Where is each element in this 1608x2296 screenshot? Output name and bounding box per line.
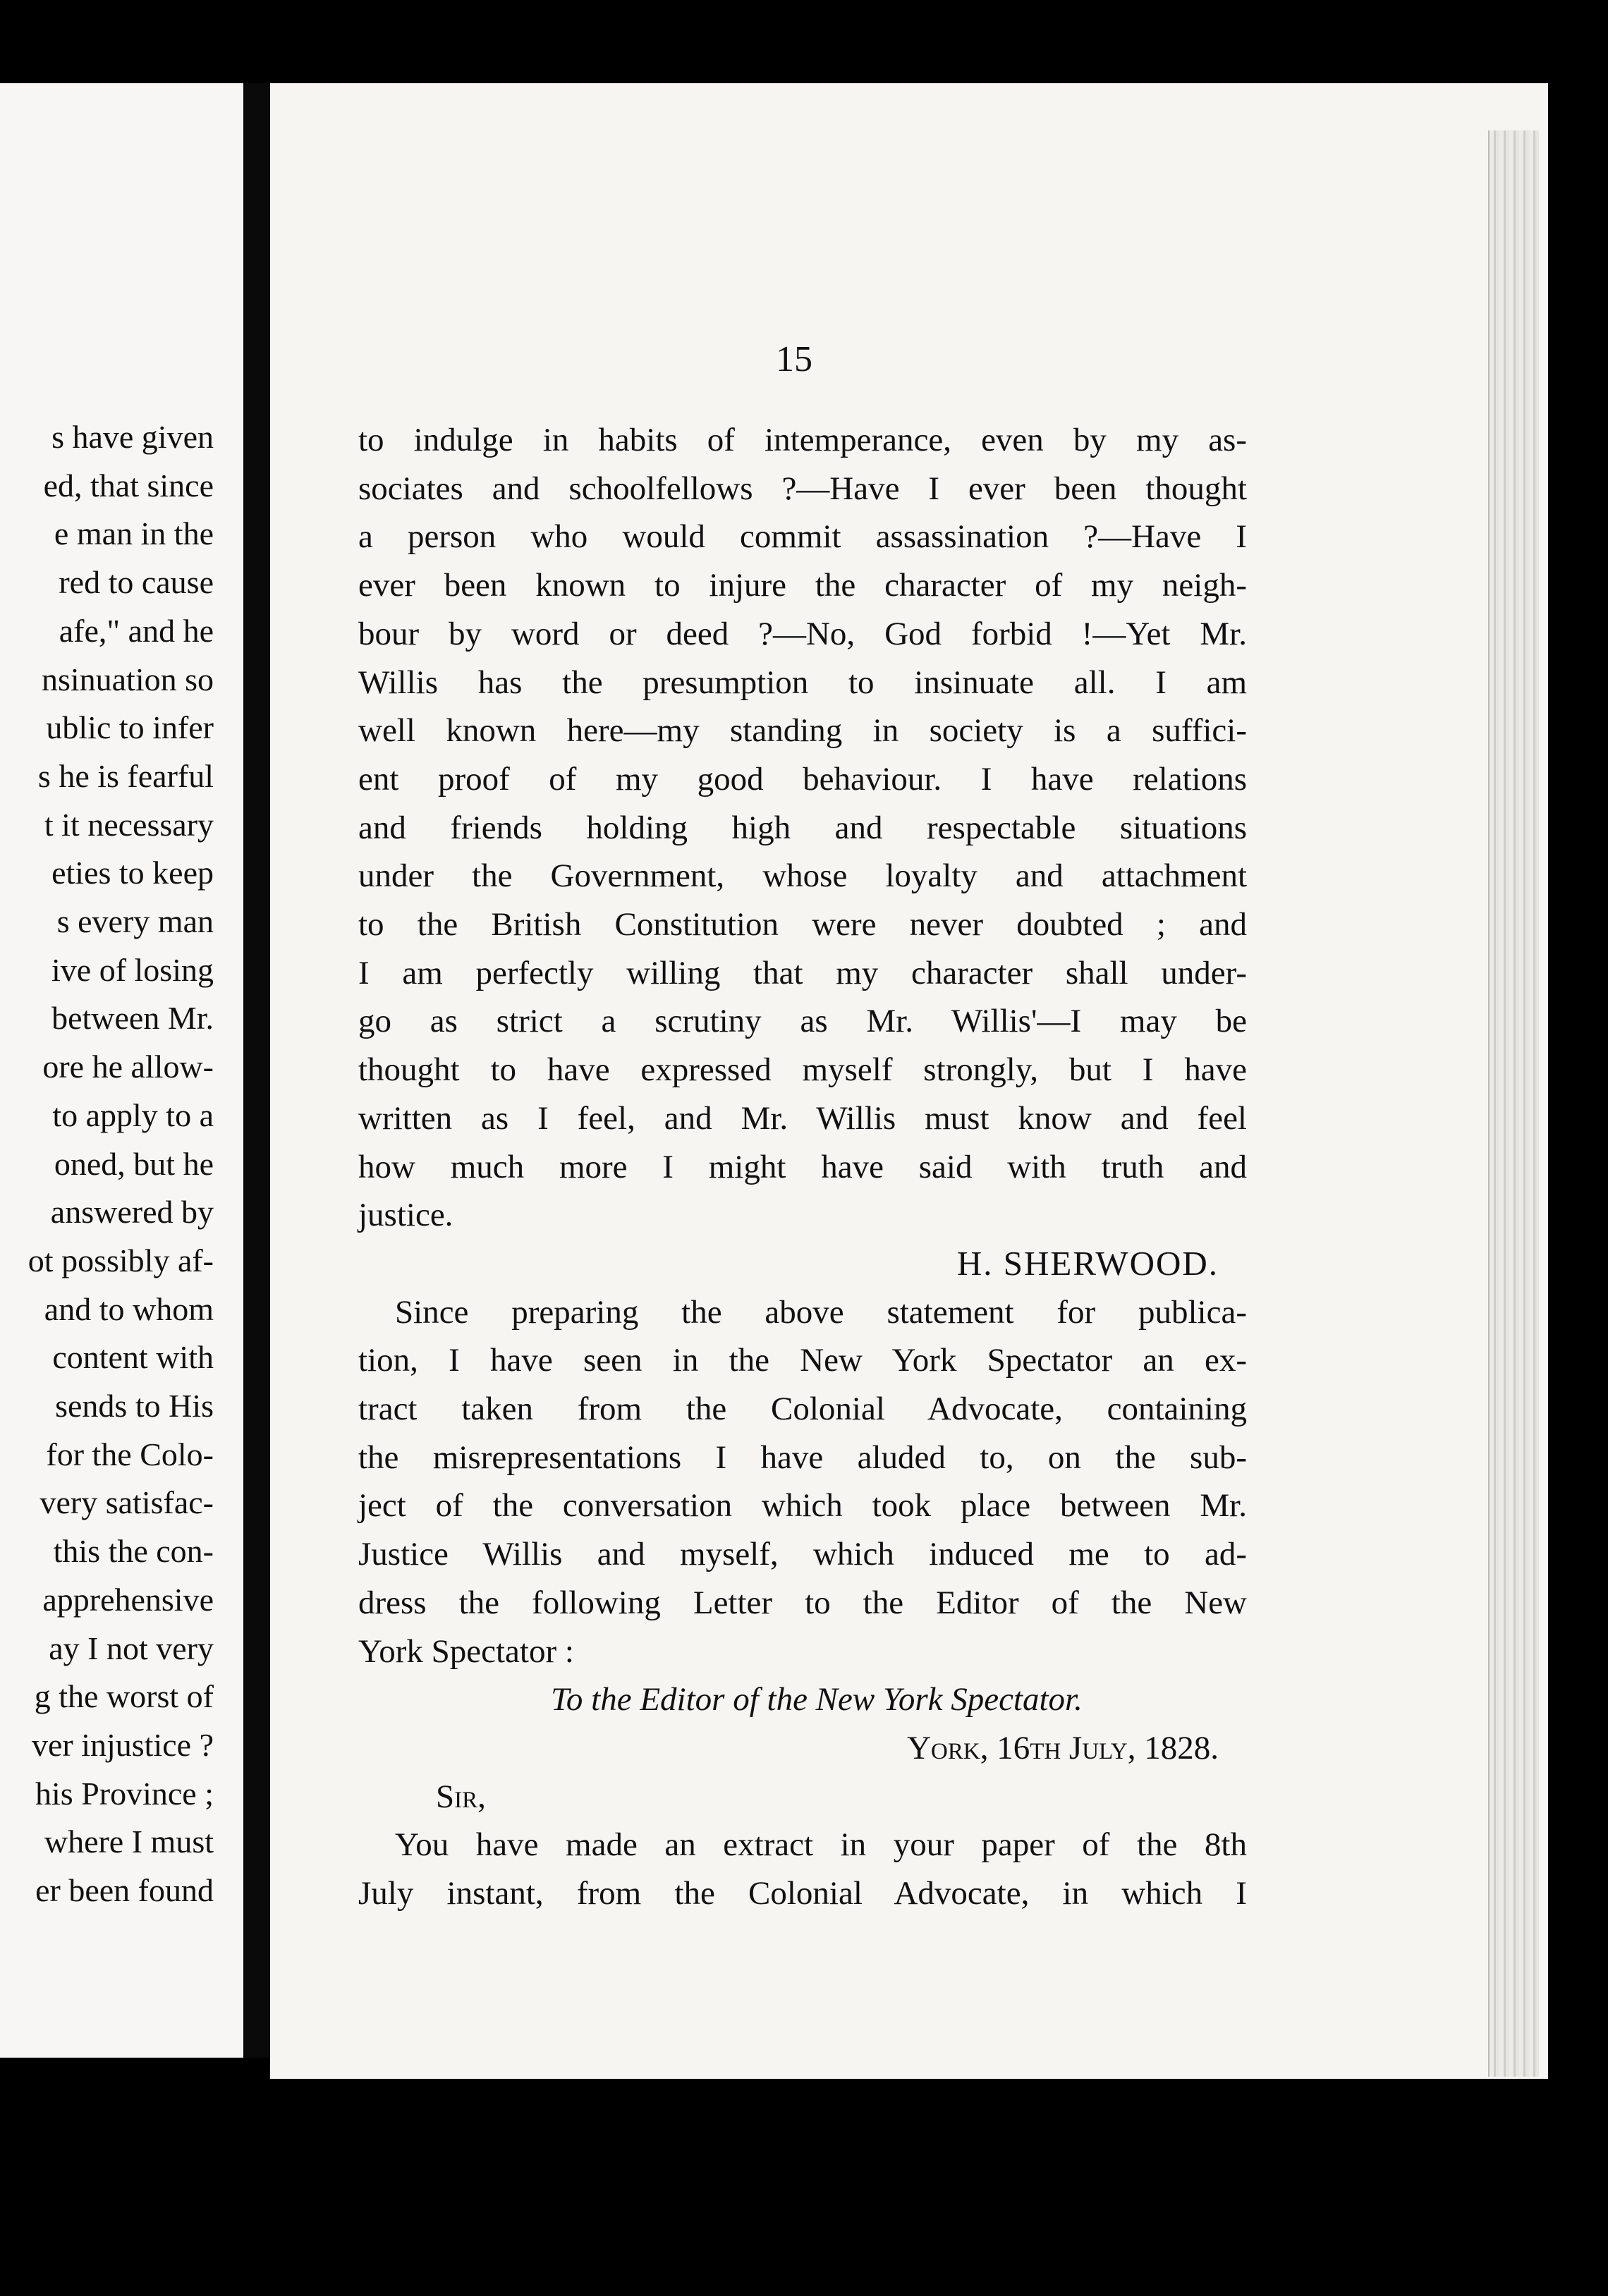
facing-page-line: ed, that since [43,467,214,503]
text-line: how much more I might have said with truth and [358,1148,1247,1185]
facing-page-line: ver injustice ? [31,1726,214,1763]
text-line: Willis has the presumption to insinuate all. I am [358,664,1247,701]
letter-salutation: Sir, [436,1778,486,1815]
text-line: to indulge in habits of intemperance, even by my as- [358,422,1247,458]
letter-dateline: York, 16th July, 1828. [907,1729,1219,1766]
facing-page-line: ot possibly af- [28,1242,214,1278]
facing-page-line: s have given [51,419,214,455]
facing-page-line: ay I not very [49,1630,214,1666]
text-line: bour by word or deed ?—No, God forbid !—Yet Mr. [358,615,1247,652]
facing-page-line: ublic to infer [46,709,214,746]
facing-page-line: g the worst of [34,1678,214,1715]
text-line: dress the following Letter to the Editor of the New [358,1584,1247,1621]
facing-page-line: for the Colo- [46,1436,214,1472]
facing-page-line: and to whom [44,1290,214,1327]
facing-page-line: eties to keep [51,855,214,891]
text-line: thought to have expressed myself strongly, but I have [358,1051,1247,1089]
paragraph-continuation [358,416,1247,1240]
facing-page-text [0,413,214,1915]
facing-page-left [0,83,243,2058]
book-gutter [243,83,270,2058]
text-line: under the Government, whose loyalty and attachment [358,857,1247,895]
facing-page-line: to apply to a [52,1097,214,1133]
text-line: tract taken from the Colonial Advocate, containing [358,1391,1247,1428]
text-line: well known here—my standing in society is a suffici- [358,712,1247,750]
text-line: justice. [358,1197,453,1234]
facing-page-line: where I must [44,1824,214,1860]
facing-page-line: very satisfac- [39,1484,214,1521]
facing-page-line: t it necessary [44,806,214,843]
facing-page-line: ore he allow- [42,1049,214,1085]
paragraph-letter-opening [358,1821,1247,1917]
page-number: 15 [776,339,812,379]
text-line: ent proof of my good behaviour. I have relations [358,760,1247,798]
facing-page-line: s he is fearful [37,757,214,794]
text-line: sociates and schoolfellows ?—Have I ever been thought [358,470,1247,507]
text-line: ject of the conversation which took place between Mr. [358,1487,1247,1525]
text-line: You have made an extract in your paper of the 8th [395,1826,1247,1864]
signature: H. SHERWOOD. [956,1243,1219,1283]
facing-page-line: between Mr. [51,1000,214,1037]
page-edges [1488,130,1539,2077]
letter-title: To the Editor of the New York Spectator. [551,1681,1083,1718]
facing-page-line: answered by [50,1194,214,1231]
text-line: July instant, from the Colonial Advocate, in which I [358,1875,1247,1912]
text-line: a person who would commit assassination ?—Have I [358,518,1247,556]
facing-page-line: this the con- [53,1533,214,1570]
text-line: written as I feel, and Mr. Willis must know and feel [358,1099,1247,1137]
text-line: to the British Constitution were never doubted ; and [358,906,1247,944]
text-line: Since preparing the above statement for publica- [395,1293,1247,1331]
text-line: I am perfectly willing that my character shall under- [358,954,1247,991]
text-line: ever been known to injure the character of my neigh- [358,567,1247,604]
paragraph-since-preparing [358,1288,1247,1676]
facing-page-line: afe," and he [59,612,214,649]
facing-page-line: apprehensive [42,1581,214,1618]
text-line: go as strict a scrutiny as Mr. Willis'—I may be [358,1003,1247,1040]
facing-page-line: oned, but he [54,1145,214,1182]
facing-page-line: s every man [56,903,214,940]
text-line: York Spectator : [358,1632,574,1670]
facing-page-line: his Province ; [35,1775,214,1812]
facing-page-line: er been found [35,1872,214,1909]
body-text [358,416,1247,1918]
text-line: tion, I have seen in the New York Spectator an ex- [358,1342,1247,1379]
text-line: Justice Willis and myself, which induced me to ad- [358,1536,1247,1573]
text-line: the misrepresentations I have aluded to, on the sub- [358,1439,1247,1476]
facing-page-line: sends to His [55,1388,214,1424]
facing-page-line: ive of losing [51,951,214,988]
facing-page-line: red to cause [59,564,214,601]
facing-page-line: nsinuation so [41,661,214,697]
text-line: and friends holding high and respectable situations [358,809,1247,846]
facing-page-line: e man in the [54,515,214,552]
facing-page-line: content with [52,1339,214,1376]
